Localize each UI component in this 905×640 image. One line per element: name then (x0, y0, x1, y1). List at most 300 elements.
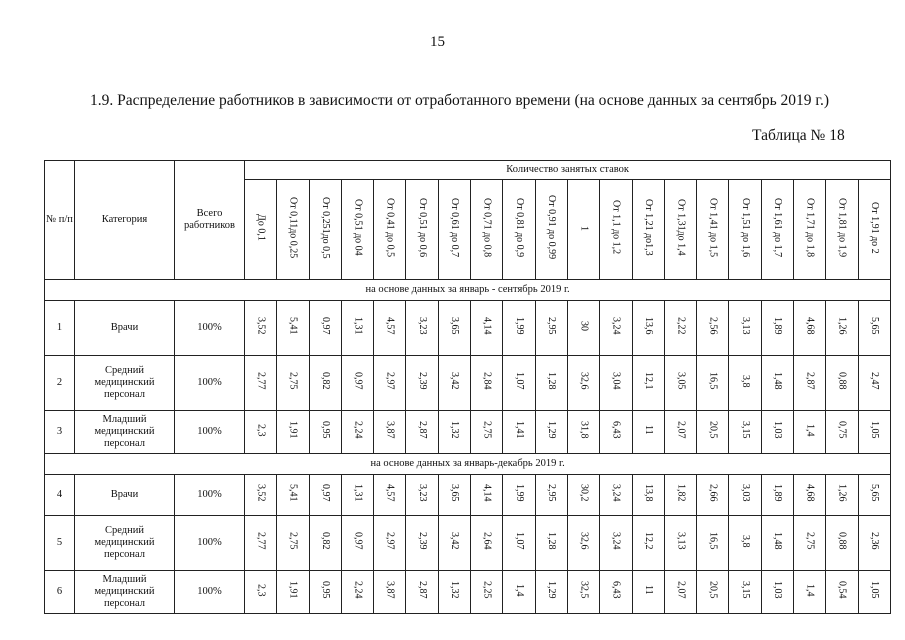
cell-category: Врачи (75, 301, 175, 356)
cell-value-text: 1,29 (546, 581, 558, 599)
cell-total: 100% (175, 516, 245, 571)
cell-value-text: 1,28 (546, 372, 558, 390)
cell-value-text: 1,31 (352, 317, 364, 335)
rate-col-header (245, 180, 277, 280)
cell-value-text: 0,88 (836, 372, 848, 390)
cell-total: 100% (175, 475, 245, 516)
cell-value (503, 356, 535, 411)
rate-col-label: От 1,41 до 1,5 (707, 197, 719, 258)
cell-value-text: 0,54 (836, 581, 848, 599)
rate-col-label: От 0,61 до 0,7 (449, 197, 461, 258)
cell-value-text: 2,24 (352, 581, 364, 599)
table-row (45, 571, 891, 614)
cell-value-text: 2,87 (416, 421, 428, 439)
rate-col-header (309, 180, 341, 280)
cell-value-text: 1,05 (869, 581, 881, 599)
cell-value-text: 11 (642, 585, 654, 595)
cell-value (761, 475, 793, 516)
cell-value-text: 32,6 (578, 532, 590, 550)
cell-value (277, 475, 309, 516)
cell-total: 100% (175, 301, 245, 356)
cell-value-text: 2,36 (869, 532, 881, 550)
table-row (45, 301, 891, 356)
cell-value-text: 3,15 (739, 421, 751, 439)
cell-value-text: 1,4 (804, 423, 816, 437)
cell-category: Средний медицинский персонал (75, 516, 175, 571)
cell-value (277, 571, 309, 614)
cell-value-text: 4,68 (804, 317, 816, 335)
cell-value (826, 356, 858, 411)
cell-value (858, 411, 891, 454)
cell-value-text: 31,8 (578, 421, 590, 439)
cell-value-text: 3,52 (255, 484, 267, 502)
cell-value-text: 5,65 (869, 317, 881, 335)
cell-value (535, 356, 567, 411)
cell-value-text: 1,26 (836, 317, 848, 335)
cell-value (341, 301, 373, 356)
cell-value-text: 3,65 (449, 317, 461, 335)
cell-value-text: 1,99 (513, 484, 525, 502)
cell-value (729, 475, 761, 516)
cell-num: 6 (45, 571, 75, 614)
cell-value-text: 2,75 (287, 532, 299, 550)
cell-value (503, 411, 535, 454)
cell-value (697, 571, 729, 614)
rate-col-label: От 1,71 до 1,8 (804, 197, 816, 258)
cell-value (503, 516, 535, 571)
cell-category: Младший медицинский персонал (75, 411, 175, 454)
cell-value-text: 1,82 (675, 484, 687, 502)
rate-col-header (374, 180, 406, 280)
cell-value-text: 1,07 (513, 532, 525, 550)
cell-value (341, 411, 373, 454)
cell-value-text: 2,47 (869, 372, 881, 390)
cell-value (600, 571, 632, 614)
cell-value-text: 4,57 (384, 484, 396, 502)
cell-value-text: 4,57 (384, 317, 396, 335)
cell-value-text: 2,75 (287, 372, 299, 390)
cell-num: 1 (45, 301, 75, 356)
cell-value-text: 2,75 (804, 532, 816, 550)
cell-value-text: 1,4 (513, 583, 525, 597)
cell-value (471, 516, 503, 571)
cell-category: Средний медицинский персонал (75, 356, 175, 411)
cell-value-text: 1,32 (449, 421, 461, 439)
rate-col-label: От 0,11до 0,25 (287, 196, 299, 259)
cell-value (277, 301, 309, 356)
cell-value-text: 4,68 (804, 484, 816, 502)
cell-value (471, 571, 503, 614)
cell-value (729, 571, 761, 614)
cell-value (664, 356, 696, 411)
cell-value (697, 411, 729, 454)
cell-value-text: 2,95 (546, 484, 558, 502)
cell-value-text: 0,95 (319, 421, 331, 439)
cell-value-text: 2,84 (481, 372, 493, 390)
cell-value-text: 0,75 (836, 421, 848, 439)
cell-value-text: 0,97 (319, 484, 331, 502)
table-row (45, 356, 891, 411)
cell-value-text: 3,65 (449, 484, 461, 502)
cell-value-text: 0,88 (836, 532, 848, 550)
cell-value-text: 5,65 (869, 484, 881, 502)
cell-value-text: 2,3 (255, 423, 267, 437)
page-number: 15 (430, 34, 445, 50)
cell-value (729, 516, 761, 571)
col-header-group: Количество занятых ставок (245, 161, 891, 180)
cell-value (761, 301, 793, 356)
cell-value (245, 301, 277, 356)
cell-value (245, 411, 277, 454)
cell-value (632, 356, 664, 411)
cell-value (406, 475, 438, 516)
cell-value-text: 30,2 (578, 484, 590, 502)
cell-value-text: 6,43 (610, 421, 622, 439)
cell-value (664, 475, 696, 516)
rate-col-label: От 1,61 до 1,7 (772, 197, 784, 258)
table-label: Таблица № 18 (752, 127, 845, 144)
cell-value (567, 475, 599, 516)
cell-value (600, 475, 632, 516)
cell-value (535, 475, 567, 516)
cell-value-text: 1,99 (513, 317, 525, 335)
cell-value (794, 356, 826, 411)
rate-col-header (697, 180, 729, 280)
cell-value-text: 5,41 (287, 484, 299, 502)
cell-value (794, 475, 826, 516)
table-row (45, 516, 891, 571)
cell-value-text: 20,5 (707, 581, 719, 599)
cell-value-text: 2,64 (481, 532, 493, 550)
rate-col-header (632, 180, 664, 280)
cell-value (632, 571, 664, 614)
cell-value (858, 475, 891, 516)
cell-value (245, 516, 277, 571)
rate-col-header (826, 180, 858, 280)
cell-value-text: 2,77 (255, 532, 267, 550)
cell-value (826, 571, 858, 614)
cell-value-text: 3,05 (675, 372, 687, 390)
cell-value-text: 1,32 (449, 581, 461, 599)
cell-value (535, 571, 567, 614)
col-header-category: Категория (75, 161, 175, 280)
cell-value-text: 3,23 (416, 317, 428, 335)
table-row (45, 411, 891, 454)
cell-value (697, 356, 729, 411)
cell-value (567, 516, 599, 571)
cell-value (664, 571, 696, 614)
distribution-table (44, 160, 891, 614)
cell-value (535, 301, 567, 356)
rate-col-label: От 1,81 до 1,9 (836, 197, 848, 258)
cell-value (729, 411, 761, 454)
cell-value-text: 3,52 (255, 317, 267, 335)
cell-value-text: 3,24 (610, 317, 622, 335)
cell-value (341, 516, 373, 571)
cell-value-text: 3,03 (739, 484, 751, 502)
cell-value (406, 411, 438, 454)
rate-col-label: От 0,81 до 0,9 (513, 197, 525, 258)
rate-col-header (535, 180, 567, 280)
cell-value (471, 411, 503, 454)
cell-value-text: 2,77 (255, 372, 267, 390)
cell-num: 3 (45, 411, 75, 454)
cell-value (794, 516, 826, 571)
rate-col-label: От 0,251до 0,5 (319, 196, 331, 259)
col-header-total: Всего работников (175, 161, 245, 280)
cell-value (245, 475, 277, 516)
cell-value-text: 3,42 (449, 372, 461, 390)
cell-num: 2 (45, 356, 75, 411)
cell-value-text: 1,89 (772, 484, 784, 502)
cell-value-text: 0,97 (352, 372, 364, 390)
cell-value-text: 2,97 (384, 372, 396, 390)
cell-value (664, 516, 696, 571)
cell-value (794, 301, 826, 356)
rate-col-header (794, 180, 826, 280)
cell-value (729, 356, 761, 411)
cell-value-text: 1,03 (772, 421, 784, 439)
cell-value (406, 301, 438, 356)
cell-value (503, 571, 535, 614)
cell-value-text: 2,22 (675, 317, 687, 335)
rate-col-label: От 1,91 до 2 (869, 201, 881, 254)
cell-value (438, 475, 470, 516)
cell-total: 100% (175, 356, 245, 411)
rate-col-header (567, 180, 599, 280)
cell-value-text: 12,2 (642, 532, 654, 550)
rate-col-label: От 0,71 до 0,8 (481, 197, 493, 258)
cell-total: 100% (175, 571, 245, 614)
cell-value (567, 571, 599, 614)
cell-value (277, 411, 309, 454)
rate-col-header (406, 180, 438, 280)
cell-value (374, 516, 406, 571)
cell-value (309, 411, 341, 454)
cell-value-text: 32,5 (578, 581, 590, 599)
cell-value (374, 475, 406, 516)
cell-value (697, 516, 729, 571)
cell-value (858, 571, 891, 614)
cell-value-text: 13,6 (642, 317, 654, 335)
cell-value-text: 2,24 (352, 421, 364, 439)
cell-value-text: 1,31 (352, 484, 364, 502)
rate-col-header (761, 180, 793, 280)
cell-value-text: 3,13 (739, 317, 751, 335)
cell-value-text: 2,25 (481, 581, 493, 599)
rate-col-header (277, 180, 309, 280)
cell-value (600, 516, 632, 571)
cell-value-text: 2,75 (481, 421, 493, 439)
cell-value-text: 3,42 (449, 532, 461, 550)
cell-value (309, 356, 341, 411)
rate-col-header (600, 180, 632, 280)
cell-value-text: 3,04 (610, 372, 622, 390)
cell-value-text: 0,97 (352, 532, 364, 550)
header-row-group (45, 161, 891, 180)
rate-col-label: От 1,1 до 1,2 (610, 200, 622, 255)
cell-value-text: 6,43 (610, 581, 622, 599)
cell-value (761, 571, 793, 614)
section-row (45, 454, 891, 475)
cell-num: 4 (45, 475, 75, 516)
cell-value-text: 16,5 (707, 372, 719, 390)
cell-value-text: 2,3 (255, 583, 267, 597)
cell-value (277, 356, 309, 411)
cell-value (374, 356, 406, 411)
cell-value-text: 1,48 (772, 532, 784, 550)
rate-col-label: От 0,51 до 0,6 (416, 197, 428, 258)
cell-num: 5 (45, 516, 75, 571)
cell-value-text: 3,23 (416, 484, 428, 502)
cell-value-text: 1,41 (513, 421, 525, 439)
rate-col-header (729, 180, 761, 280)
cell-value-text: 3,87 (384, 421, 396, 439)
cell-value-text: 2,66 (707, 484, 719, 502)
table-row (45, 475, 891, 516)
col-header-num: № п/п (45, 161, 75, 280)
rate-col-label: До 0,1 (255, 214, 267, 241)
cell-value-text: 2,07 (675, 421, 687, 439)
cell-value (503, 301, 535, 356)
cell-value (471, 475, 503, 516)
cell-value (632, 516, 664, 571)
rate-col-label: От 1,21 до1,3 (642, 199, 654, 256)
cell-value (471, 301, 503, 356)
cell-value-text: 1,03 (772, 581, 784, 599)
cell-value (438, 356, 470, 411)
cell-value-text: 16,5 (707, 532, 719, 550)
rate-col-header (858, 180, 891, 280)
cell-value (826, 516, 858, 571)
cell-value (245, 571, 277, 614)
cell-value (567, 301, 599, 356)
cell-value-text: 3,15 (739, 581, 751, 599)
cell-category: Младший медицинский персонал (75, 571, 175, 614)
cell-value-text: 2,39 (416, 372, 428, 390)
rate-col-header (438, 180, 470, 280)
cell-value (794, 571, 826, 614)
cell-value (277, 516, 309, 571)
cell-value (374, 571, 406, 614)
cell-value (761, 356, 793, 411)
rate-col-label: От 1,31до 1,4 (675, 199, 687, 256)
cell-value-text: 3,8 (739, 534, 751, 548)
cell-value-text: 1,91 (287, 421, 299, 439)
cell-value (600, 301, 632, 356)
cell-value-text: 1,91 (287, 581, 299, 599)
cell-value-text: 4,14 (481, 484, 493, 502)
cell-value (438, 516, 470, 571)
cell-value (826, 411, 858, 454)
cell-value (632, 475, 664, 516)
section-title: на основе данных за январь-декабрь 2019 г. (45, 454, 891, 475)
cell-value (794, 411, 826, 454)
cell-value (309, 475, 341, 516)
cell-value (438, 301, 470, 356)
rate-col-label: От 0,41 до 0,5 (384, 197, 396, 258)
cell-value (341, 475, 373, 516)
cell-value (632, 301, 664, 356)
cell-value-text: 12,1 (642, 372, 654, 390)
cell-value (406, 571, 438, 614)
cell-value-text: 1,28 (546, 532, 558, 550)
cell-category: Врачи (75, 475, 175, 516)
cell-value (309, 301, 341, 356)
rate-col-label: От 0,91 до 0,99 (546, 195, 558, 260)
cell-value-text: 5,41 (287, 317, 299, 335)
cell-value-text: 1,29 (546, 421, 558, 439)
rate-col-header (664, 180, 696, 280)
section-title: на основе данных за январь - сентябрь 2019 г. (45, 280, 891, 301)
cell-value-text: 3,87 (384, 581, 396, 599)
cell-value (632, 411, 664, 454)
cell-value (567, 356, 599, 411)
cell-value (697, 475, 729, 516)
cell-value-text: 3,8 (739, 374, 751, 388)
rate-col-header (503, 180, 535, 280)
cell-value (826, 475, 858, 516)
rate-col-header (471, 180, 503, 280)
cell-value-text: 30 (578, 320, 590, 331)
cell-value (729, 301, 761, 356)
cell-value (406, 356, 438, 411)
cell-value-text: 1,89 (772, 317, 784, 335)
cell-value-text: 1,26 (836, 484, 848, 502)
cell-value (761, 411, 793, 454)
cell-value-text: 1,48 (772, 372, 784, 390)
cell-value-text: 3,24 (610, 532, 622, 550)
cell-value (858, 356, 891, 411)
cell-value (664, 411, 696, 454)
cell-value (406, 516, 438, 571)
cell-value (535, 516, 567, 571)
cell-value-text: 1,4 (804, 583, 816, 597)
cell-value (471, 356, 503, 411)
rate-col-label: 1 (578, 226, 590, 232)
cell-value (503, 475, 535, 516)
document-title: 1.9. Распределение работников в зависимости от отработанного времени (на основе данных за сентябрь 2019 г.) (90, 92, 830, 109)
cell-value (600, 411, 632, 454)
cell-value-text: 4,14 (481, 317, 493, 335)
cell-value-text: 2,56 (707, 317, 719, 335)
cell-value (600, 356, 632, 411)
cell-value-text: 2,97 (384, 532, 396, 550)
cell-value-text: 0,82 (319, 372, 331, 390)
rate-col-label: От 0,51 до 04 (352, 199, 364, 256)
cell-value-text: 2,87 (804, 372, 816, 390)
cell-value (858, 516, 891, 571)
cell-value (761, 516, 793, 571)
cell-value (341, 356, 373, 411)
cell-value-text: 32,6 (578, 372, 590, 390)
cell-value (535, 411, 567, 454)
cell-value (341, 571, 373, 614)
cell-value (374, 411, 406, 454)
cell-value-text: 0,97 (319, 317, 331, 335)
cell-value (309, 571, 341, 614)
cell-value (664, 301, 696, 356)
cell-value-text: 2,87 (416, 581, 428, 599)
cell-value (826, 301, 858, 356)
section-row (45, 280, 891, 301)
rate-col-header (341, 180, 373, 280)
cell-value-text: 20,5 (707, 421, 719, 439)
cell-value (567, 411, 599, 454)
cell-value-text: 11 (642, 425, 654, 435)
cell-value (858, 301, 891, 356)
cell-value (697, 301, 729, 356)
